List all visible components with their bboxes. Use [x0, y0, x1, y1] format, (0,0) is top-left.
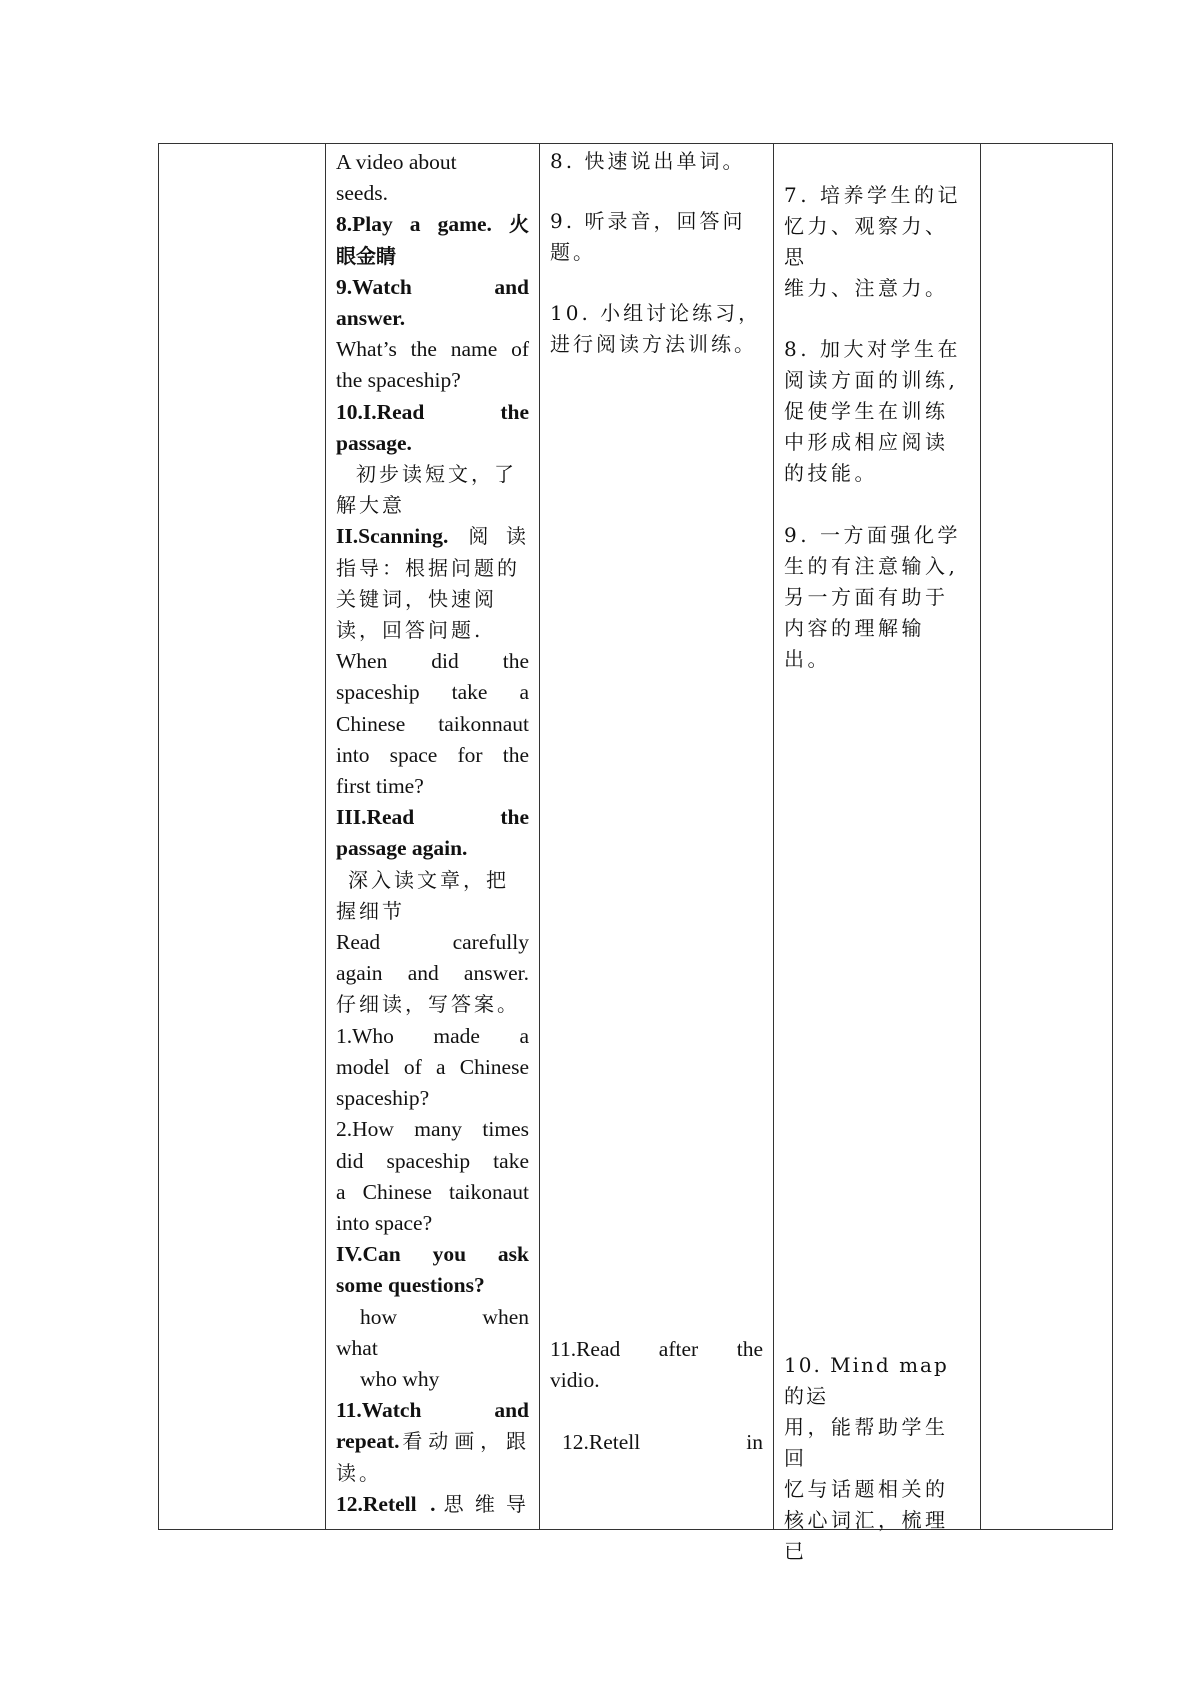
- text-line: 中形成相应阅读: [784, 430, 949, 454]
- text-line: When did the: [336, 649, 529, 674]
- text-line: 深入读文章，把: [348, 867, 509, 892]
- text-line: 维力、注意力。: [784, 276, 949, 300]
- text-line: 10. Mind map 的运: [784, 1353, 949, 1408]
- text-line: 读，回答问题.: [336, 618, 484, 643]
- step-heading: 12.Retell .: [336, 1491, 436, 1516]
- text-line: 关键词，快速阅: [336, 586, 497, 611]
- text-line: who why: [360, 1366, 440, 1391]
- step-heading: passage again.: [336, 836, 468, 861]
- text-line: 8. 加大对学生在: [784, 337, 961, 361]
- student-activity-text: [540, 144, 773, 1526]
- text-line: 忆力、观察力、思: [784, 214, 949, 269]
- step-heading: 9.Watch and: [336, 274, 529, 299]
- text-line: 进行阅读方法训练。: [550, 332, 757, 356]
- step-heading: 11.Watch and: [336, 1398, 529, 1423]
- text-line: A video about: [336, 150, 457, 174]
- text-line: how when: [360, 1304, 529, 1329]
- text-line: 10. 小组讨论练习，: [550, 301, 762, 325]
- col-teacher-activity-cell: [326, 144, 540, 1530]
- text-line: spaceship?: [336, 1086, 430, 1111]
- text-line: did spaceship take: [336, 1148, 529, 1173]
- step-heading: II.Scanning.: [336, 524, 449, 549]
- col-design-intent-cell: [774, 144, 981, 1563]
- text-line: 忆与话题相关的: [784, 1477, 949, 1501]
- text-line: 初步读短文，了: [356, 462, 517, 487]
- step-heading: IV.Can you ask: [336, 1242, 529, 1267]
- text-fragment: 阅读: [468, 524, 529, 549]
- text-line: 8. 快速说出单词。: [550, 149, 746, 173]
- text-fragment: 火: [509, 212, 529, 237]
- text-line: model of a Chinese: [336, 1054, 529, 1079]
- text-line: 11.Read after the: [550, 1337, 763, 1361]
- text-line: Read carefully: [336, 930, 529, 955]
- text-line: 12.Retell in: [562, 1430, 763, 1454]
- text-line: 解大意: [336, 493, 405, 518]
- text-fragment: 看动画，跟: [399, 1429, 529, 1454]
- col-stage-cell: [159, 144, 326, 1530]
- step-heading: III.Read the: [336, 805, 529, 830]
- text-line: seeds.: [336, 181, 388, 206]
- text-line: 指导：根据问题的: [336, 555, 520, 580]
- text-line: 题。: [550, 240, 596, 264]
- text-line: into space?: [336, 1210, 433, 1235]
- text-line: 读。: [336, 1460, 382, 1485]
- col-student-activity-cell: [540, 144, 774, 1530]
- text-line: 另一方面有助于: [784, 585, 949, 609]
- text-line: again and answer.: [336, 961, 529, 986]
- text-line: Chinese taikonnaut: [336, 711, 529, 736]
- text-line: first time?: [336, 774, 424, 799]
- table-row: [159, 144, 1113, 1530]
- text-line: 阅读方面的训练,: [784, 368, 959, 392]
- text-line: 内容的理解输出。: [784, 616, 925, 671]
- text-line: into space for the: [336, 742, 529, 767]
- text-line: what: [336, 1335, 378, 1360]
- text-line: 9. 听录音，回答问: [550, 209, 746, 233]
- text-line: vidio.: [550, 1368, 600, 1392]
- text-line: 仔细读，写答案。: [336, 992, 520, 1017]
- step-heading: some questions?: [336, 1273, 485, 1298]
- text-line: 生的有注意输入,: [784, 554, 959, 578]
- text-line: 1.Who made a: [336, 1023, 529, 1048]
- lesson-plan-table: [158, 143, 1113, 1563]
- text-fragment: 思维导: [435, 1491, 530, 1516]
- design-intent-text: [774, 144, 980, 1563]
- step-heading: 眼金睛: [336, 243, 396, 268]
- text-line: 7. 培养学生的记: [784, 183, 961, 207]
- text-line: 的技能。: [784, 461, 878, 485]
- text-line: a Chinese taikonaut: [336, 1179, 529, 1204]
- text-line: 用，能帮助学生回: [784, 1415, 949, 1470]
- step-heading: passage.: [336, 430, 412, 455]
- col-notes-cell: [981, 144, 1113, 1530]
- text-line: 9. 一方面强化学: [784, 523, 961, 547]
- step-heading: answer.: [336, 306, 406, 331]
- step-heading: 8.Play a game.: [336, 212, 492, 237]
- text-line: 核心词汇，梳理已: [784, 1508, 949, 1563]
- step-heading: repeat.: [336, 1429, 400, 1454]
- text-line: the spaceship?: [336, 368, 461, 393]
- text-line: 2.How many times: [336, 1117, 529, 1142]
- text-line: 握细节: [336, 898, 405, 923]
- text-line: spaceship take a: [336, 680, 529, 705]
- text-line: What’s the name of: [336, 337, 529, 362]
- step-heading: 10.I.Read the: [336, 399, 529, 424]
- teacher-activity-text: [326, 144, 539, 1529]
- text-line: 促使学生在训练: [784, 399, 949, 423]
